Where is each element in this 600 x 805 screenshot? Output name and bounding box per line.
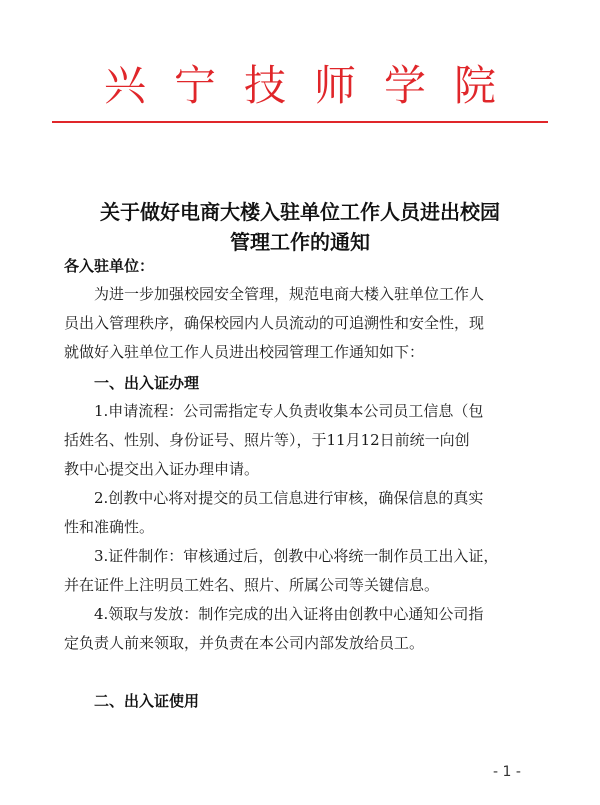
item-2-line-1: 2.创教中心将对提交的员工信息进行审核，确保信息的真实 — [94, 489, 484, 507]
salutation: 各入驻单位： — [64, 257, 155, 275]
item-4-line-2: 定负责人前来领取，并负责在本公司内部发放给员工。 — [64, 634, 425, 652]
item-2-paragraph — [64, 484, 540, 542]
intro-line-1: 为进一步加强校园安全管理，规范电商大楼入驻单位工作人 — [94, 285, 485, 303]
intro-line-2: 员出入管理秩序，确保校园内人员流动的可追溯性和安全性，现 — [64, 314, 485, 332]
intro-paragraph — [64, 280, 540, 367]
item-4-paragraph — [64, 600, 540, 658]
item-1-line-2: 括姓名、性别、身份证号、照片等），于11月12日前统一向创 — [64, 431, 470, 449]
item-3-line-2: 并在证件上注明员工姓名、照片、所属公司等关键信息。 — [64, 576, 440, 594]
section-2-heading: 二、出入证使用 — [94, 692, 200, 710]
intro-line-3: 就做好入驻单位工作人员进出校园管理工作通知如下： — [64, 343, 425, 361]
section-1-heading: 一、出入证办理 — [94, 374, 200, 392]
item-2-line-2: 性和准确性。 — [64, 518, 155, 536]
organization-header: 兴宁技师学院 — [103, 61, 524, 110]
item-1-line-3: 教中心提交出入证办理申请。 — [64, 460, 260, 478]
document-title — [0, 197, 600, 257]
document-title-line-1: 关于做好电商大楼入驻单位工作人员进出校园 — [100, 200, 500, 224]
item-1-line-1: 1.申请流程：公司需指定专人负责收集本公司员工信息（包 — [94, 402, 484, 420]
item-4-line-1: 4.领取与发放：制作完成的出入证将由创教中心通知公司指 — [94, 605, 484, 623]
item-3-paragraph — [64, 542, 540, 600]
header-red-rule — [52, 121, 548, 123]
item-1-paragraph — [64, 397, 540, 484]
item-3-line-1: 3.证件制作：审核通过后，创教中心将统一制作员工出入证， — [94, 547, 499, 565]
page-number: - 1 - — [493, 764, 521, 780]
document-title-line-2: 管理工作的通知 — [230, 230, 370, 254]
